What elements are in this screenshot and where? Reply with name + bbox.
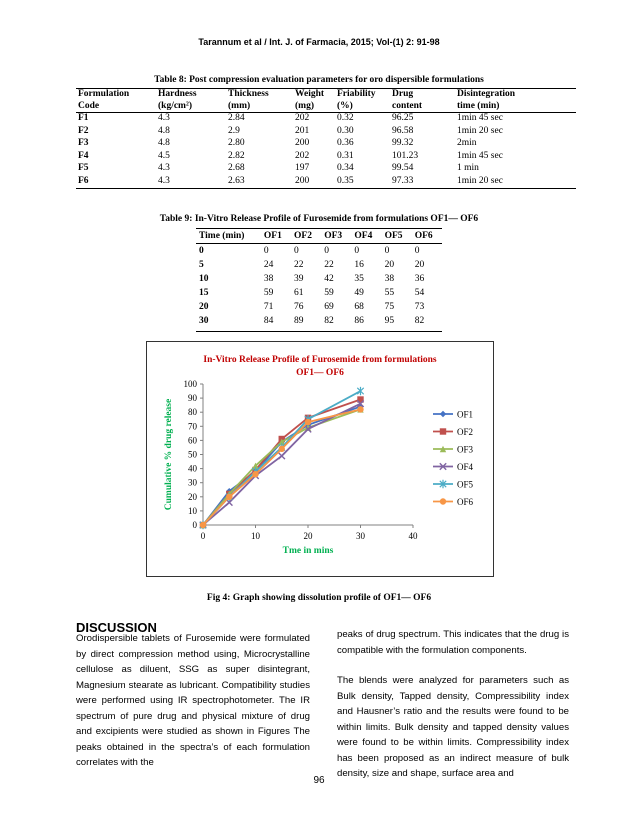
data-point-of4	[279, 453, 285, 459]
table9-cell: 0	[414, 246, 420, 256]
series-line-of6	[203, 409, 361, 525]
table9-cell: 0	[263, 246, 269, 256]
y-tick-label: 80	[188, 407, 197, 418]
table-row	[76, 176, 576, 189]
data-point-of6	[305, 419, 311, 425]
table9-cell: 71	[263, 302, 274, 312]
table-row	[196, 300, 442, 314]
table8-header-sub: (%)	[335, 101, 390, 113]
chart-title-line2: OF1— OF6	[296, 368, 344, 378]
table8-cell: 99.54	[392, 163, 414, 173]
data-point-of6	[226, 494, 232, 500]
table9-cell: 5	[199, 260, 204, 270]
legend-label-of2: OF2	[457, 427, 474, 437]
table8-cell: 0.30	[337, 125, 354, 136]
data-point-of5	[357, 387, 363, 395]
table8-cell: 1min 20 sec	[457, 125, 503, 136]
table9-cell: 82	[412, 314, 442, 332]
table9-header: OF1	[261, 229, 291, 244]
x-tick-label: 20	[303, 531, 313, 541]
table9-header: Time (min)	[196, 229, 261, 244]
table9-cell: 24	[263, 260, 274, 270]
table8-header-sub: (kg/cm²)	[156, 101, 226, 113]
table8-cell: 4.3	[156, 176, 226, 189]
table9-cell: 84	[261, 314, 291, 332]
legend-marker-of1	[440, 411, 446, 417]
table9-cell: 20	[384, 260, 395, 270]
table9-cell: 82	[321, 314, 351, 332]
table8-cell: 197	[295, 163, 310, 173]
y-tick-label: 60	[188, 435, 197, 446]
table8-caption: Table 8: Post compression evaluation parameters for oro dispersible formulations	[154, 75, 484, 85]
table8-cell: 1min 45 sec	[457, 113, 503, 123]
table8-cell: 4.3	[158, 113, 170, 123]
dissolution-chart	[146, 341, 494, 577]
table-row	[196, 272, 442, 286]
y-tick-label: 30	[188, 477, 197, 488]
table8-cell: 96.25	[392, 113, 414, 123]
table9-header: OF6	[412, 229, 442, 244]
table9-caption: Table 9: In-Vitro Release Profile of Furosemide from formulations OF1— OF6	[159, 214, 479, 224]
table8-cell: 202	[295, 150, 310, 161]
table8-cell: 97.33	[390, 176, 455, 189]
table8	[76, 88, 576, 189]
y-tick-label: 40	[188, 463, 197, 474]
table8-cell: F6	[76, 176, 156, 189]
table9-cell: 0	[384, 246, 390, 256]
y-tick-label: 70	[188, 421, 197, 432]
series-line-of4	[203, 404, 361, 525]
chart-title: In-Vitro Release Profile of Furosemide from formulations	[203, 355, 437, 365]
table8-header: Thickness	[226, 89, 293, 101]
table9-cell: 95	[382, 314, 412, 332]
table8-cell: 2min	[457, 138, 477, 148]
table8-header: Formulation	[76, 89, 156, 101]
table8-cell: 0.32	[337, 113, 354, 123]
table9-cell: 68	[354, 302, 364, 312]
page-number: 96	[313, 775, 325, 786]
table9-cell: 36	[414, 274, 425, 284]
table9-header: OF4	[351, 229, 381, 244]
table8-header: Friability	[335, 89, 390, 101]
x-tick-label: 0	[200, 531, 206, 541]
table9-cell: 38	[263, 274, 274, 284]
table-row	[196, 258, 442, 272]
data-point-of6	[200, 522, 206, 528]
table8-header-sub: content	[390, 101, 455, 113]
table8-cell: 1min 20 sec	[455, 176, 576, 189]
table9-cell: 38	[384, 274, 395, 284]
table8-cell: 200	[293, 176, 335, 189]
x-axis-label: Tme in mins	[282, 546, 334, 556]
table9-cell: 30	[196, 314, 261, 332]
y-tick-label: 10	[188, 505, 197, 516]
y-axis-label: Cumulative % drug release	[164, 398, 174, 511]
table9-cell: 35	[354, 274, 364, 284]
x-tick-label: 10	[251, 531, 260, 541]
discussion-heading: DISCUSSION	[76, 620, 157, 635]
table9-header: OF2	[291, 229, 321, 244]
table8-cell: 0.36	[337, 138, 354, 148]
table8-cell: 101.23	[392, 150, 419, 161]
table-row	[196, 244, 442, 259]
table8-cell: 2.68	[228, 163, 245, 173]
table8-cell: 4.8	[158, 125, 170, 136]
table9-cell: 0	[354, 246, 360, 256]
table-row	[196, 286, 442, 300]
legend-marker-of6	[440, 498, 446, 504]
table8-header-sub: (mm)	[226, 101, 293, 113]
table9-header: OF5	[382, 229, 412, 244]
y-tick-label: 0	[192, 520, 197, 530]
table8-header-sub: time (min)	[455, 101, 576, 113]
table8-header: Weight	[293, 89, 335, 101]
legend-label-of6: OF6	[457, 497, 474, 507]
table9	[196, 228, 442, 332]
table8-cell: 2.9	[228, 125, 240, 136]
table8-cell: F4	[78, 150, 89, 161]
table8-cell: 1 min	[457, 163, 479, 173]
table8-cell: 96.58	[392, 125, 414, 136]
table-row	[76, 151, 576, 164]
y-tick-label: 50	[188, 449, 197, 460]
table-row	[76, 126, 576, 139]
table9-cell: 73	[414, 302, 425, 312]
discussion-right-paragraph-2: The blends were analyzed for parameters such as Bulk density, Tapped density, Compressibility index and Hausner’s ratio and the results were found to be within limits. Bulk density and tapped density values were found to be within limits. Compressibility index has been proposed as an indirect measure of bulk density, size and shape, surface area and	[337, 675, 569, 779]
data-point-of6	[279, 446, 285, 452]
table9-cell: 59	[263, 288, 274, 298]
data-point-of6	[252, 471, 258, 477]
table8-cell: 2.82	[228, 150, 245, 161]
table8-cell: 0.31	[337, 150, 354, 161]
table9-cell: 69	[324, 302, 334, 312]
table8-cell: F1	[78, 113, 89, 123]
running-header: Tarannum et al / Int. J. of Farmacia, 2015; Vol-(1) 2: 91-98	[198, 37, 440, 47]
table8-cell: 0.34	[337, 163, 354, 173]
discussion-left-column: Orodispersible tablets of Furosemide were formulated by direct compression method using, Microcrystalline cellulose as diluent, SSG as super disintegrant, Magnesium stearate as lubricant. Compatibility studies were performed using IR spectrophotometer. The IR spectrum of pure drug and physical mixture of drug and excipients were studied as shown in Figures The peaks obtained in the spectra’s of each formulation correlates with the	[76, 633, 310, 768]
table8-cell: F3	[78, 138, 89, 148]
legend-label-of3: OF3	[457, 444, 474, 455]
table8-header: Disintegration	[455, 89, 576, 101]
table8-cell: 2.63	[226, 176, 293, 189]
table8-header: Drug	[390, 89, 455, 101]
table9-cell: 22	[294, 260, 304, 270]
table8-header-sub: (mg)	[293, 101, 335, 113]
table9-cell: 22	[324, 260, 334, 270]
figure-caption: Fig 4: Graph showing dissolution profile of OF1— OF6	[206, 593, 432, 603]
legend-label-of1: OF1	[457, 409, 474, 420]
table9-header: OF3	[321, 229, 351, 244]
table8-cell: 202	[295, 113, 310, 123]
table8-cell: 2.84	[228, 113, 245, 123]
table9-cell: 15	[199, 288, 209, 298]
table-row	[76, 163, 576, 176]
table9-cell: 42	[324, 274, 334, 284]
table9-cell: 61	[294, 288, 304, 298]
y-tick-label: 100	[183, 379, 197, 389]
series-line-of3	[203, 409, 361, 525]
table8-cell: 1min 45 sec	[457, 150, 503, 161]
table8-cell: 4.3	[158, 163, 170, 173]
table9-cell: 20	[199, 302, 209, 312]
table9-cell: 54	[414, 288, 425, 298]
table9-cell: 16	[354, 260, 364, 270]
chart-svg	[147, 342, 493, 576]
table8-cell: 4.5	[158, 150, 170, 161]
table8-cell: 2.80	[228, 138, 245, 148]
table9-cell: 0	[294, 246, 299, 256]
table9-cell: 0	[199, 246, 204, 256]
data-point-of6	[357, 406, 363, 412]
table9-cell: 0	[324, 246, 329, 256]
table9-cell: 75	[384, 302, 395, 312]
table8-header: Hardness	[156, 89, 226, 101]
legend-label-of4: OF4	[457, 462, 474, 472]
table-row	[76, 138, 576, 151]
table9-cell: 89	[291, 314, 321, 332]
table8-cell: 0.35	[335, 176, 390, 189]
legend-label-of5: OF5	[457, 479, 474, 490]
table8-cell: 200	[295, 138, 310, 148]
table-row	[196, 314, 442, 332]
legend-marker-of2	[440, 428, 446, 434]
discussion-right-column	[337, 627, 569, 797]
table8-cell: 4.8	[158, 138, 170, 148]
table9-cell: 55	[384, 288, 395, 298]
table8-cell: F2	[78, 125, 89, 136]
table9-cell: 20	[414, 260, 425, 270]
x-tick-label: 40	[408, 531, 418, 541]
table8-cell: F5	[78, 163, 89, 173]
x-tick-label: 30	[356, 531, 365, 541]
y-tick-label: 90	[188, 393, 197, 404]
table9-cell: 39	[294, 274, 304, 284]
table9-cell: 10	[199, 274, 209, 284]
table8-cell: 201	[295, 125, 310, 136]
series-line-of1	[203, 407, 361, 525]
table9-cell: 76	[294, 302, 304, 312]
discussion-right-paragraph-1: peaks of drug spectrum. This indicates that the drug is compatible with the formulation components.	[337, 629, 569, 656]
table8-header-sub: Code	[76, 101, 156, 113]
table9-cell: 86	[351, 314, 381, 332]
y-tick-label: 20	[188, 491, 197, 502]
table-row	[76, 113, 576, 126]
table9-cell: 59	[324, 288, 334, 298]
table9-cell: 49	[354, 288, 364, 298]
table8-cell: 99.32	[392, 138, 414, 148]
